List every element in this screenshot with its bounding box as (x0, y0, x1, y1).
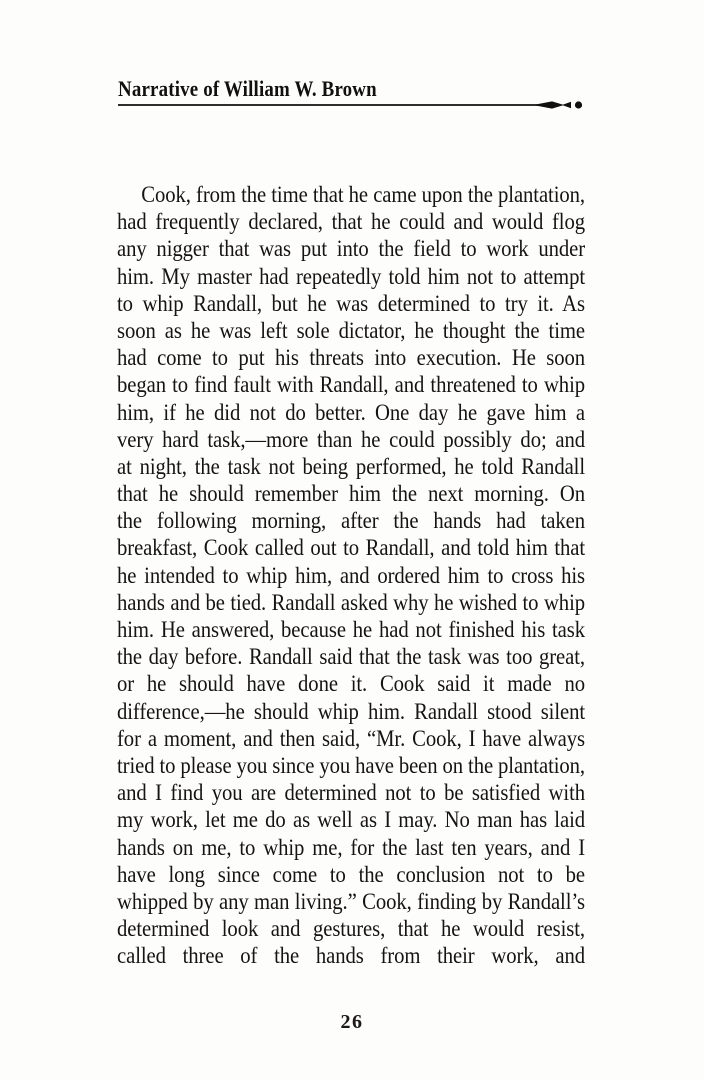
body-line: hands on me, to whip me, for the last ten years, and I (117, 834, 585, 860)
body-line: him, if he did not do better. One day he gave him a (117, 399, 585, 425)
body-line: for a moment, and then said, “Mr. Cook, I have always (117, 725, 585, 751)
body-line: whipped by any man living.” Cook, finding by Randall’s (117, 888, 585, 914)
body-line: and I find you are determined not to be satisfied with (117, 780, 585, 806)
body-line: breakfast, Cook called out to Randall, and told him that (117, 535, 585, 561)
page-number: 26 (340, 1011, 364, 1033)
body-line: tried to please you since you have been on the plantation, (117, 752, 585, 778)
body-line: called three of the hands from their work, and (117, 943, 585, 969)
body-line: him. My master had repeatedly told him not to attempt (117, 263, 585, 289)
body-line: difference,—he should whip him. Randall stood silent (117, 698, 585, 724)
body-paragraph (117, 181, 585, 969)
body-line: had come to put his threats into execution. He soon (117, 345, 585, 371)
body-line: at night, the task not being performed, he told Randall (117, 453, 585, 479)
body-line: to whip Randall, but he was determined to try it. As (117, 290, 585, 316)
body-line: determined look and gestures, that he would resist, (117, 916, 585, 942)
body-line: soon as he was left sole dictator, he thought the time (117, 317, 585, 343)
dot-ornament-icon (575, 101, 582, 108)
body-line: the following morning, after the hands had taken (117, 508, 585, 534)
diamond-ornament-icon (533, 101, 564, 108)
body-line: my work, let me do as well as I may. No man has laid (117, 807, 585, 833)
body-line: or he should have done it. Cook said it made no (117, 671, 585, 697)
body-line: Cook, from the time that he came upon the plantation, (141, 182, 586, 207)
arrowhead-ornament-icon (562, 102, 571, 108)
body-line: the day before. Randall said that the task was too great, (117, 644, 585, 670)
body-line: have long since come to the conclusion not to be (117, 861, 585, 887)
body-line: him. He answered, because he had not finished his task (117, 617, 585, 642)
body-line: that he should remember him the next morning. On (117, 481, 585, 507)
body-line: hands and be tied. Randall asked why he wished to whip (117, 589, 585, 615)
body-line: any nigger that was put into the field to work under (117, 236, 585, 262)
header-rule-ornament (118, 99, 588, 111)
running-header-title: Narrative of William W. Brown (118, 76, 377, 101)
body-line: had frequently declared, that he could and would flog (117, 209, 585, 235)
body-line: very hard task,—more than he could possibly do; and (117, 426, 585, 452)
body-line: he intended to whip him, and ordered him to cross his (117, 562, 585, 588)
body-line: began to find fault with Randall, and threatened to whip (117, 372, 585, 398)
